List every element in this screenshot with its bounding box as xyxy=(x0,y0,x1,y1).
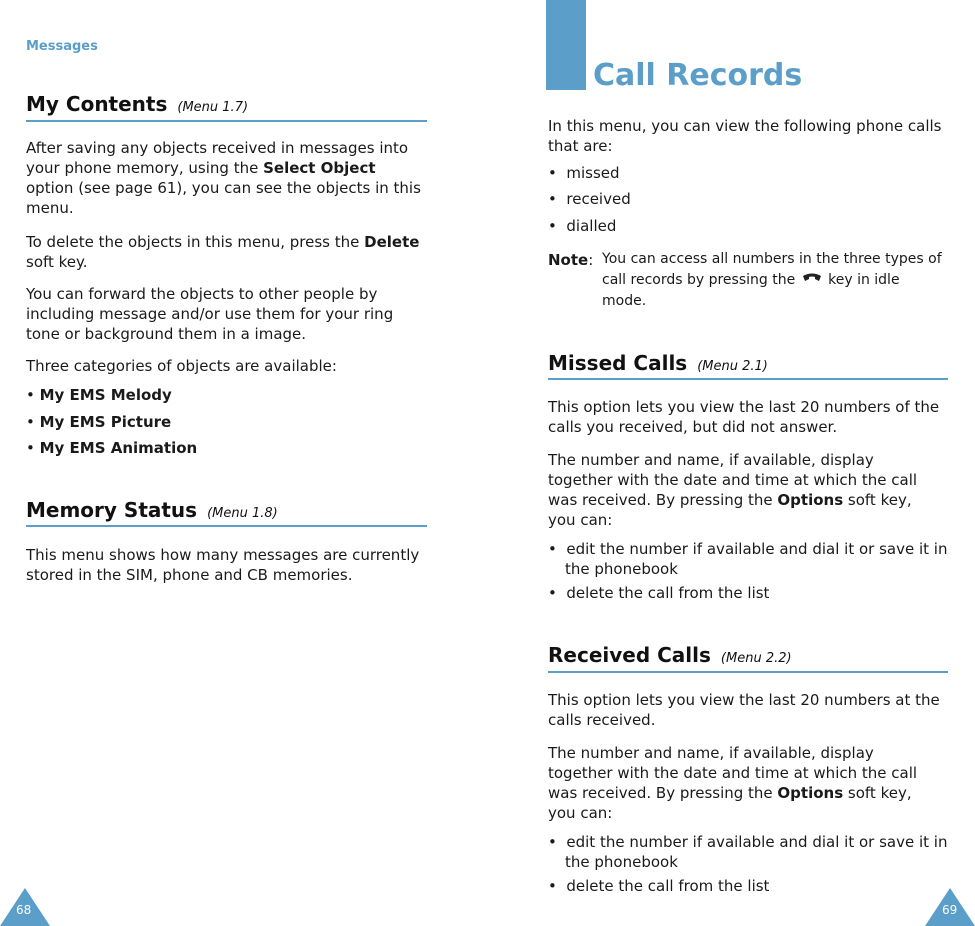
list-item: • dialled xyxy=(548,217,617,235)
note-label: Note: xyxy=(548,251,594,269)
list-item: • edit the number if available and dial it or save it in the phonebook xyxy=(548,540,948,578)
note-text: You can access all numbers in the three types of call records by pressing the key in idle mode. xyxy=(602,251,942,309)
menu-ref: (Menu 2.2) xyxy=(720,651,792,666)
list-item: • received xyxy=(548,190,631,208)
section-title-text: Missed Calls xyxy=(548,351,688,375)
running-header: Messages xyxy=(26,39,98,54)
paragraph: This option lets you view the last 20 numbers of the calls you received, but did not answer. xyxy=(548,398,940,436)
section-title-memory-status xyxy=(26,498,278,522)
chapter-marker xyxy=(546,0,586,90)
paragraph: The number and name, if available, display together with the date and time at which the call was received. By pressing the Options soft key, you can: xyxy=(548,451,918,529)
page-number: 69 xyxy=(942,903,958,917)
paragraph: This option lets you view the last 20 numbers at the calls received. xyxy=(548,691,940,729)
paragraph: Three categories of objects are available: xyxy=(26,357,337,375)
paragraph: After saving any objects received in messages into your phone memory, using the Select Object option (see page 61), you can see the objects in this menu. xyxy=(26,139,421,217)
section-title-missed-calls xyxy=(548,351,768,375)
list-item: • My EMS Animation xyxy=(26,439,198,457)
menu-ref: (Menu 2.1) xyxy=(697,359,768,374)
section-title-text: Memory Status xyxy=(26,498,198,522)
section-rule xyxy=(548,671,948,673)
page-number: 68 xyxy=(16,903,32,917)
paragraph: In this menu, you can view the following phone calls that are: xyxy=(548,117,942,155)
section-title-text: My Contents xyxy=(26,92,168,116)
send-key-icon xyxy=(800,272,824,286)
section-title-text: Received Calls xyxy=(548,643,711,667)
section-rule xyxy=(26,120,427,122)
menu-ref: (Menu 1.8) xyxy=(207,506,278,521)
list-item: • missed xyxy=(548,164,620,182)
paragraph: You can forward the objects to other people by including message and/or use them for your ring tone or background them in a image. xyxy=(26,285,394,343)
paragraph: To delete the objects in this menu, press the Delete soft key. xyxy=(26,233,420,271)
list-item: • My EMS Picture xyxy=(26,413,172,431)
list-item: • My EMS Melody xyxy=(26,386,172,404)
chapter-title: Call Records xyxy=(593,58,803,93)
section-rule xyxy=(548,378,948,380)
list-item: • delete the call from the list xyxy=(548,584,770,602)
list-item: • edit the number if available and dial it or save it in the phonebook xyxy=(548,833,948,871)
paragraph: This menu shows how many messages are currently stored in the SIM, phone and CB memories. xyxy=(26,546,420,584)
section-rule xyxy=(26,525,427,527)
list-item: • delete the call from the list xyxy=(548,877,770,895)
paragraph: The number and name, if available, display together with the date and time at which the call was received. By pressing the Options soft key, you can: xyxy=(548,744,918,822)
menu-ref: (Menu 1.7) xyxy=(177,100,249,115)
section-title-received-calls xyxy=(548,643,792,667)
section-title-my-contents xyxy=(26,92,248,116)
